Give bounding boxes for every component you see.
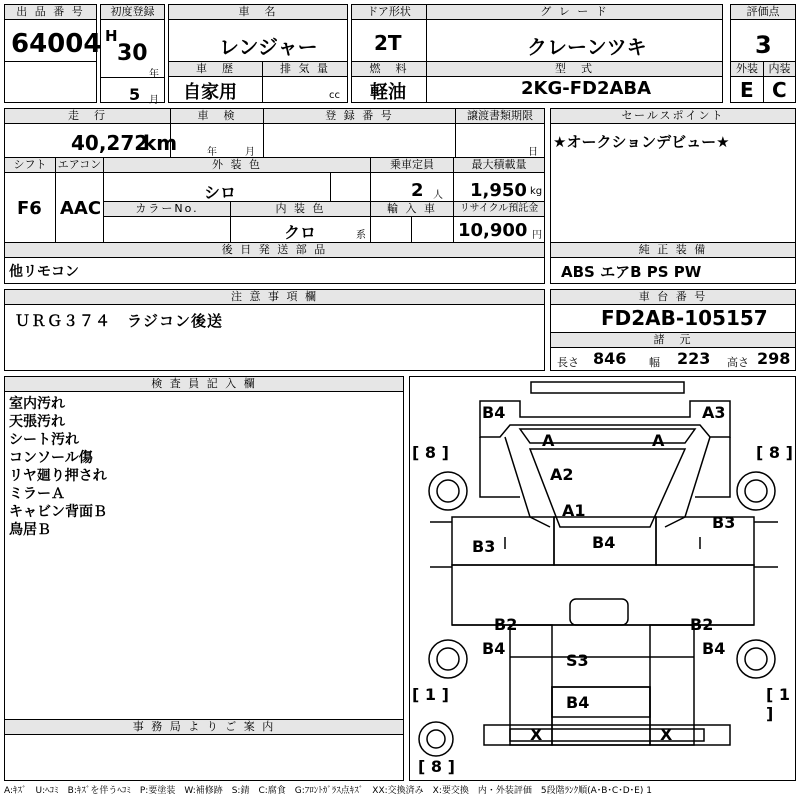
height-value: 298 [757, 349, 791, 368]
width-value: 223 [677, 349, 711, 368]
first-registration-label: 初度登録 [101, 5, 164, 20]
inspector-note: ミラーＡ [9, 486, 65, 502]
mileage-label: 走 行 [5, 109, 170, 124]
ac-label: エアコン [57, 158, 102, 171]
genuine-equipment-value: ABS エアB PS PW [561, 263, 702, 281]
shift-value: F6 [17, 198, 42, 219]
damage-mark: B2 [494, 615, 518, 634]
load-box [453, 157, 545, 243]
history-label: 車 歴 [169, 62, 262, 77]
model-value: 2KG-FD2ABA [521, 78, 652, 99]
chassis-box [550, 289, 796, 371]
int-color-unit: 系 [356, 230, 366, 241]
recycle-unit: 円 [532, 230, 542, 241]
length-label: 長さ [557, 356, 579, 369]
damage-mark: B3 [712, 513, 736, 532]
transfer-day-unit: 日 [528, 147, 538, 158]
damage-mark: X [660, 725, 673, 744]
score-box [730, 4, 796, 62]
lot-number-label: 出 品 番 号 [5, 5, 96, 20]
int-color-value: クロ [284, 223, 317, 242]
sales-point-label: セールスポイント [551, 109, 795, 124]
length-value: 846 [593, 349, 627, 368]
exterior-grade: E [740, 78, 754, 102]
tire-tread-front-left: [ 8 ] [412, 443, 449, 462]
damage-mark: B4 [702, 639, 726, 658]
exterior-grade-label: 外装 [731, 62, 763, 77]
sales-point-box [550, 108, 796, 258]
damage-mark: B4 [592, 533, 616, 552]
damage-mark: A2 [550, 465, 574, 484]
inspection-label: 車 検 [171, 109, 263, 124]
mileage-box [4, 108, 178, 158]
height-label: 高さ [727, 356, 749, 369]
capacity-label: 乗車定員 [371, 158, 453, 173]
damage-mark: B4 [482, 403, 506, 422]
score-label: 評価点 [731, 5, 795, 20]
mileage-unit: km [143, 131, 178, 155]
lot-number-lower [4, 61, 97, 103]
ac-box [55, 157, 104, 243]
damage-mark: B3 [472, 537, 496, 556]
office-label: 事 務 局 よ り ご 案 内 [5, 720, 403, 735]
width-label: 幅 [649, 356, 660, 369]
inspector-note: 天張汚れ [9, 414, 65, 430]
displacement-unit: cc [329, 90, 340, 101]
inspector-note: コンソール傷 [9, 450, 93, 466]
car-name-label: 車 名 [169, 5, 347, 20]
fuel-value: 軽油 [370, 82, 406, 103]
tire-tread-rear-left: [ 1 ] [412, 685, 449, 704]
tire-tread-spare: [ 8 ] [418, 757, 455, 776]
damage-mark: B4 [482, 639, 506, 658]
month-unit: 月 [149, 95, 159, 106]
load-label: 最大積載量 [454, 158, 544, 173]
shift-label: シフト [5, 158, 55, 173]
inspection-box [170, 108, 264, 158]
tread-value: 1 [424, 685, 437, 704]
inspector-note: リヤ廻り押され [9, 468, 107, 484]
inspection-year-unit: 年 [207, 147, 217, 158]
grade-label: グ レ ー ド [427, 5, 722, 20]
interior-grade-box [763, 61, 796, 103]
mileage-value: 40,272 [71, 131, 149, 155]
caution-box [4, 289, 545, 371]
office-box [4, 719, 404, 781]
int-color-label: 内 装 色 [231, 202, 370, 217]
ext-color-label: 外 装 色 [104, 158, 370, 173]
displacement-label: 排 気 量 [263, 62, 347, 77]
first-reg-year: 30 [117, 41, 148, 66]
recycle-value: 10,900 [458, 220, 528, 241]
displacement-box [262, 61, 348, 103]
door-label: ドア形状 [352, 5, 426, 20]
interior-grade-label: 内装 [764, 62, 795, 77]
lot-number: 64004 [11, 29, 102, 59]
load-unit: kg [530, 186, 543, 197]
damage-mark: X [530, 725, 543, 744]
genuine-equipment-box [550, 242, 796, 284]
grade-value: クレーンツキ [527, 35, 647, 59]
first-registration-box [100, 4, 165, 106]
chassis-label: 車 台 番 号 [551, 290, 795, 305]
damage-mark: A3 [702, 403, 726, 422]
damage-mark: B2 [690, 615, 714, 634]
import-label: 輸 入 車 [371, 202, 453, 217]
history-value: 自家用 [183, 82, 237, 103]
inspector-note: シート汚れ [9, 432, 79, 448]
sales-point-value: ★オークションデビュー★ [553, 133, 730, 151]
load-value: 1,950 [470, 180, 527, 201]
damage-mark: A1 [562, 501, 586, 520]
grade-box [426, 4, 723, 62]
capacity-unit: 人 [433, 190, 443, 201]
era-letter: H [105, 27, 118, 45]
genuine-equipment-label: 純 正 装 備 [551, 243, 795, 258]
truck-outline [410, 377, 795, 780]
tread-value: 8 [768, 443, 781, 462]
inspector-label: 検 査 員 記 入 欄 [5, 377, 403, 392]
later-parts-label: 後 日 発 送 部 品 [5, 243, 544, 258]
capacity-box [370, 157, 454, 243]
door-value: 2T [374, 31, 402, 55]
caution-value: ＵＲＧ３７４ ラジコン後送 [15, 312, 224, 330]
capacity-value: 2 [411, 180, 424, 201]
reg-number-box [263, 108, 456, 158]
model-label: 型 式 [427, 62, 722, 77]
recycle-label: リサイクル預託金 [454, 202, 544, 217]
chassis-number: FD2AB-105157 [601, 306, 768, 330]
reg-number-label: 登 録 番 号 [264, 109, 455, 124]
tread-value: 8 [430, 757, 443, 776]
ac-value: AAC [60, 198, 102, 219]
car-name: レンジャー [219, 35, 318, 59]
inspector-note: キャビン背面Ｂ [9, 504, 107, 520]
fuel-label: 燃 料 [352, 62, 426, 77]
damage-legend: A:ｷｽﾞ U:ﾍｺﾐ B:ｷｽﾞを伴うﾍｺﾐ P:要塗装 W:補修跡 S:錆 C:腐食 G:ﾌﾛﾝﾄｶﾞﾗｽ点ｷｽﾞ XX:交換済み X:要交換 内・外装評価 5段階ﾗﾝｸ順(A･B･C･D･E) 1 [4, 786, 652, 796]
damage-mark: A [652, 431, 665, 450]
caution-label: 注 意 事 項 欄 [5, 290, 544, 305]
inspector-box [4, 376, 404, 720]
tread-value: 1 [778, 685, 791, 704]
dims-label: 諸 元 [551, 332, 795, 348]
vehicle-diagram [409, 376, 796, 781]
history-box [168, 61, 263, 103]
model-box [426, 61, 723, 103]
later-parts-value: 他リモコン [9, 264, 79, 280]
later-parts-box [4, 242, 545, 284]
tread-value: 8 [424, 443, 437, 462]
tire-tread-rear-right: [ 1 ] [766, 685, 791, 723]
damage-mark: A [542, 431, 555, 450]
color-box [103, 157, 371, 243]
interior-grade: C [772, 78, 787, 102]
damage-mark: S3 [566, 651, 589, 670]
car-name-box [168, 4, 348, 62]
shift-box [4, 157, 56, 243]
door-box [351, 4, 427, 62]
ext-color-value: シロ [204, 183, 237, 202]
tire-tread-front-right: [ 8 ] [756, 443, 793, 462]
first-reg-month: 5 [129, 85, 141, 104]
exterior-grade-box [730, 61, 764, 103]
inspector-note: 鳥居Ｂ [9, 522, 51, 538]
inspector-note: 室内汚れ [9, 396, 65, 412]
damage-mark: B4 [566, 693, 590, 712]
inspection-month-unit: 月 [245, 147, 255, 158]
color-no-label: カラーNo. [104, 202, 230, 217]
transfer-label: 譲渡書類期限 [456, 109, 544, 124]
fuel-box [351, 61, 427, 103]
transfer-box [455, 108, 545, 158]
year-unit: 年 [149, 69, 159, 80]
lot-number-box [4, 4, 102, 62]
score-value: 3 [755, 31, 772, 59]
